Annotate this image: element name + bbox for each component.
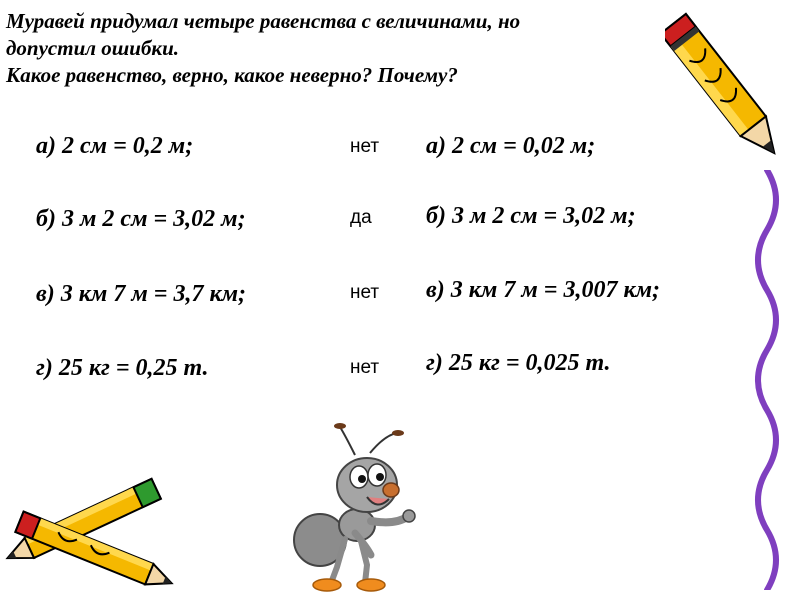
task-title xyxy=(6,8,646,89)
original-equation-d: г) 25 кг = 0,25 т. xyxy=(36,355,209,381)
answer-d: нет xyxy=(350,357,380,378)
corrected-equation-a: а) 2 см = 0,02 м; xyxy=(426,133,596,159)
title-line-1: Муравей придумал четыре равенства с величинами, но xyxy=(6,9,521,33)
pencil-icon xyxy=(0,470,190,600)
answer-c: нет xyxy=(350,282,380,303)
wavy-line-decoration xyxy=(745,170,795,590)
pencil-icon xyxy=(665,0,785,180)
original-equation-a: а) 2 см = 0,2 м; xyxy=(36,133,194,159)
original-equation-c: в) 3 км 7 м = 3,7 км; xyxy=(36,281,247,307)
title-line-2: допустил ошибки. xyxy=(6,36,180,60)
answer-b: да xyxy=(350,207,372,228)
original-equation-b: б) 3 м 2 см = 3,02 м; xyxy=(36,206,246,232)
corrected-equation-b: б) 3 м 2 см = 3,02 м; xyxy=(426,203,636,229)
title-line-3: Какое равенство, верно, какое неверно? Почему? xyxy=(6,63,458,87)
answer-a: нет xyxy=(350,136,380,157)
corrected-equation-d: г) 25 кг = 0,025 т. xyxy=(426,350,611,376)
ant-cartoon xyxy=(285,415,435,595)
corrected-equation-c: в) 3 км 7 м = 3,007 км; xyxy=(426,277,661,303)
